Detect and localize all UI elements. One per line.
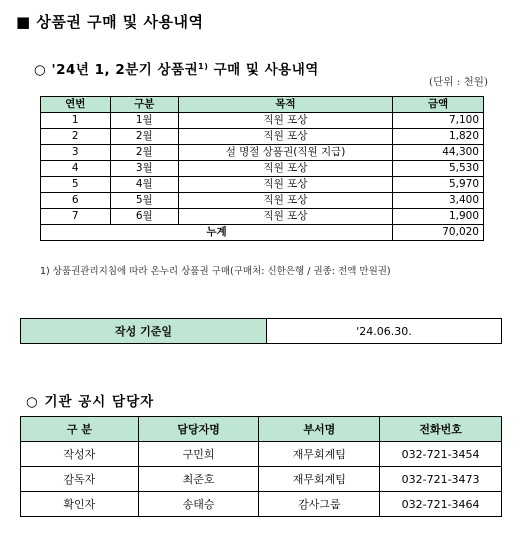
cell-month: 4월 xyxy=(110,177,178,193)
cell-no: 6 xyxy=(41,193,111,209)
cell-amount: 44,300 xyxy=(393,145,484,161)
table-row xyxy=(41,161,484,177)
total-label: 누계 xyxy=(41,225,393,241)
table-row xyxy=(41,145,484,161)
reference-date-row xyxy=(21,319,502,344)
reference-date-table xyxy=(20,318,502,344)
column-header-phone: 전화번호 xyxy=(380,417,502,442)
cell-purpose: 직원 포상 xyxy=(179,177,393,193)
table-row xyxy=(41,177,484,193)
cell-amount: 5,970 xyxy=(393,177,484,193)
cell-purpose: 직원 포상 xyxy=(179,209,393,225)
cell-no: 4 xyxy=(41,161,111,177)
cell-role: 감독자 xyxy=(21,467,139,492)
cell-name: 송태승 xyxy=(138,492,259,517)
cell-role: 작성자 xyxy=(21,442,139,467)
cell-purpose: 직원 포상 xyxy=(179,113,393,129)
cell-purpose: 직원 포상 xyxy=(179,161,393,177)
cell-phone: 032-721-3454 xyxy=(380,442,502,467)
cell-department: 감사그룹 xyxy=(259,492,380,517)
cell-purpose: 직원 포상 xyxy=(179,193,393,209)
cell-month: 6월 xyxy=(110,209,178,225)
reference-date-label: 작성 기준일 xyxy=(21,319,267,344)
cell-amount: 7,100 xyxy=(393,113,484,129)
cell-month: 1월 xyxy=(110,113,178,129)
cell-amount: 3,400 xyxy=(393,193,484,209)
column-header-department: 부서명 xyxy=(259,417,380,442)
cell-month: 3월 xyxy=(110,161,178,177)
page-title: ■ 상품권 구매 및 사용내역 xyxy=(16,13,204,31)
table-row xyxy=(21,467,502,492)
footnote-marker: 1) xyxy=(198,62,209,71)
section-heading-contacts: ○ 기관 공시 담당자 xyxy=(26,394,155,410)
table-row xyxy=(41,129,484,145)
cell-role: 확인자 xyxy=(21,492,139,517)
cell-month: 2월 xyxy=(110,145,178,161)
column-header-category: 구분 xyxy=(110,97,178,113)
table-row xyxy=(21,442,502,467)
contact-table xyxy=(20,416,502,517)
cell-name: 구민희 xyxy=(138,442,259,467)
cell-no: 2 xyxy=(41,129,111,145)
cell-department: 재무회계팀 xyxy=(259,467,380,492)
cell-no: 7 xyxy=(41,209,111,225)
cell-month: 5월 xyxy=(110,193,178,209)
purchase-table xyxy=(40,96,484,241)
table-row xyxy=(41,193,484,209)
column-header-amount: 금액 xyxy=(393,97,484,113)
total-amount: 70,020 xyxy=(393,225,484,241)
column-header-role: 구 분 xyxy=(21,417,139,442)
column-header-name: 담당자명 xyxy=(138,417,259,442)
cell-no: 1 xyxy=(41,113,111,129)
table-row xyxy=(41,113,484,129)
cell-name: 최준호 xyxy=(138,467,259,492)
table-header-row xyxy=(41,97,484,113)
column-header-no: 연번 xyxy=(41,97,111,113)
total-row xyxy=(41,225,484,241)
column-header-purpose: 목적 xyxy=(179,97,393,113)
section-heading-purchase xyxy=(34,58,319,78)
unit-label: (단위 : 천원) xyxy=(429,76,488,88)
cell-department: 재무회계팀 xyxy=(259,442,380,467)
cell-amount: 1,900 xyxy=(393,209,484,225)
cell-month: 2월 xyxy=(110,129,178,145)
section-heading-text: ○ '24년 1, 2분기 상품권 xyxy=(34,62,199,78)
cell-purpose: 설 명절 상품권(직원 지급) xyxy=(179,145,393,161)
reference-date-value: '24.06.30. xyxy=(267,319,502,344)
table-row xyxy=(21,492,502,517)
table-header-row xyxy=(21,417,502,442)
cell-amount: 1,820 xyxy=(393,129,484,145)
cell-purpose: 직원 포상 xyxy=(179,129,393,145)
table-row xyxy=(41,209,484,225)
cell-phone: 032-721-3464 xyxy=(380,492,502,517)
cell-no: 5 xyxy=(41,177,111,193)
cell-no: 3 xyxy=(41,145,111,161)
section-heading-suffix: 구매 및 사용내역 xyxy=(208,62,319,78)
cell-amount: 5,530 xyxy=(393,161,484,177)
footnote: 1) 상품권관리지침에 따라 온누리 상품권 구매(구매처: 신한은행 / 권종: 전액 만원권) xyxy=(40,266,391,277)
cell-phone: 032-721-3473 xyxy=(380,467,502,492)
